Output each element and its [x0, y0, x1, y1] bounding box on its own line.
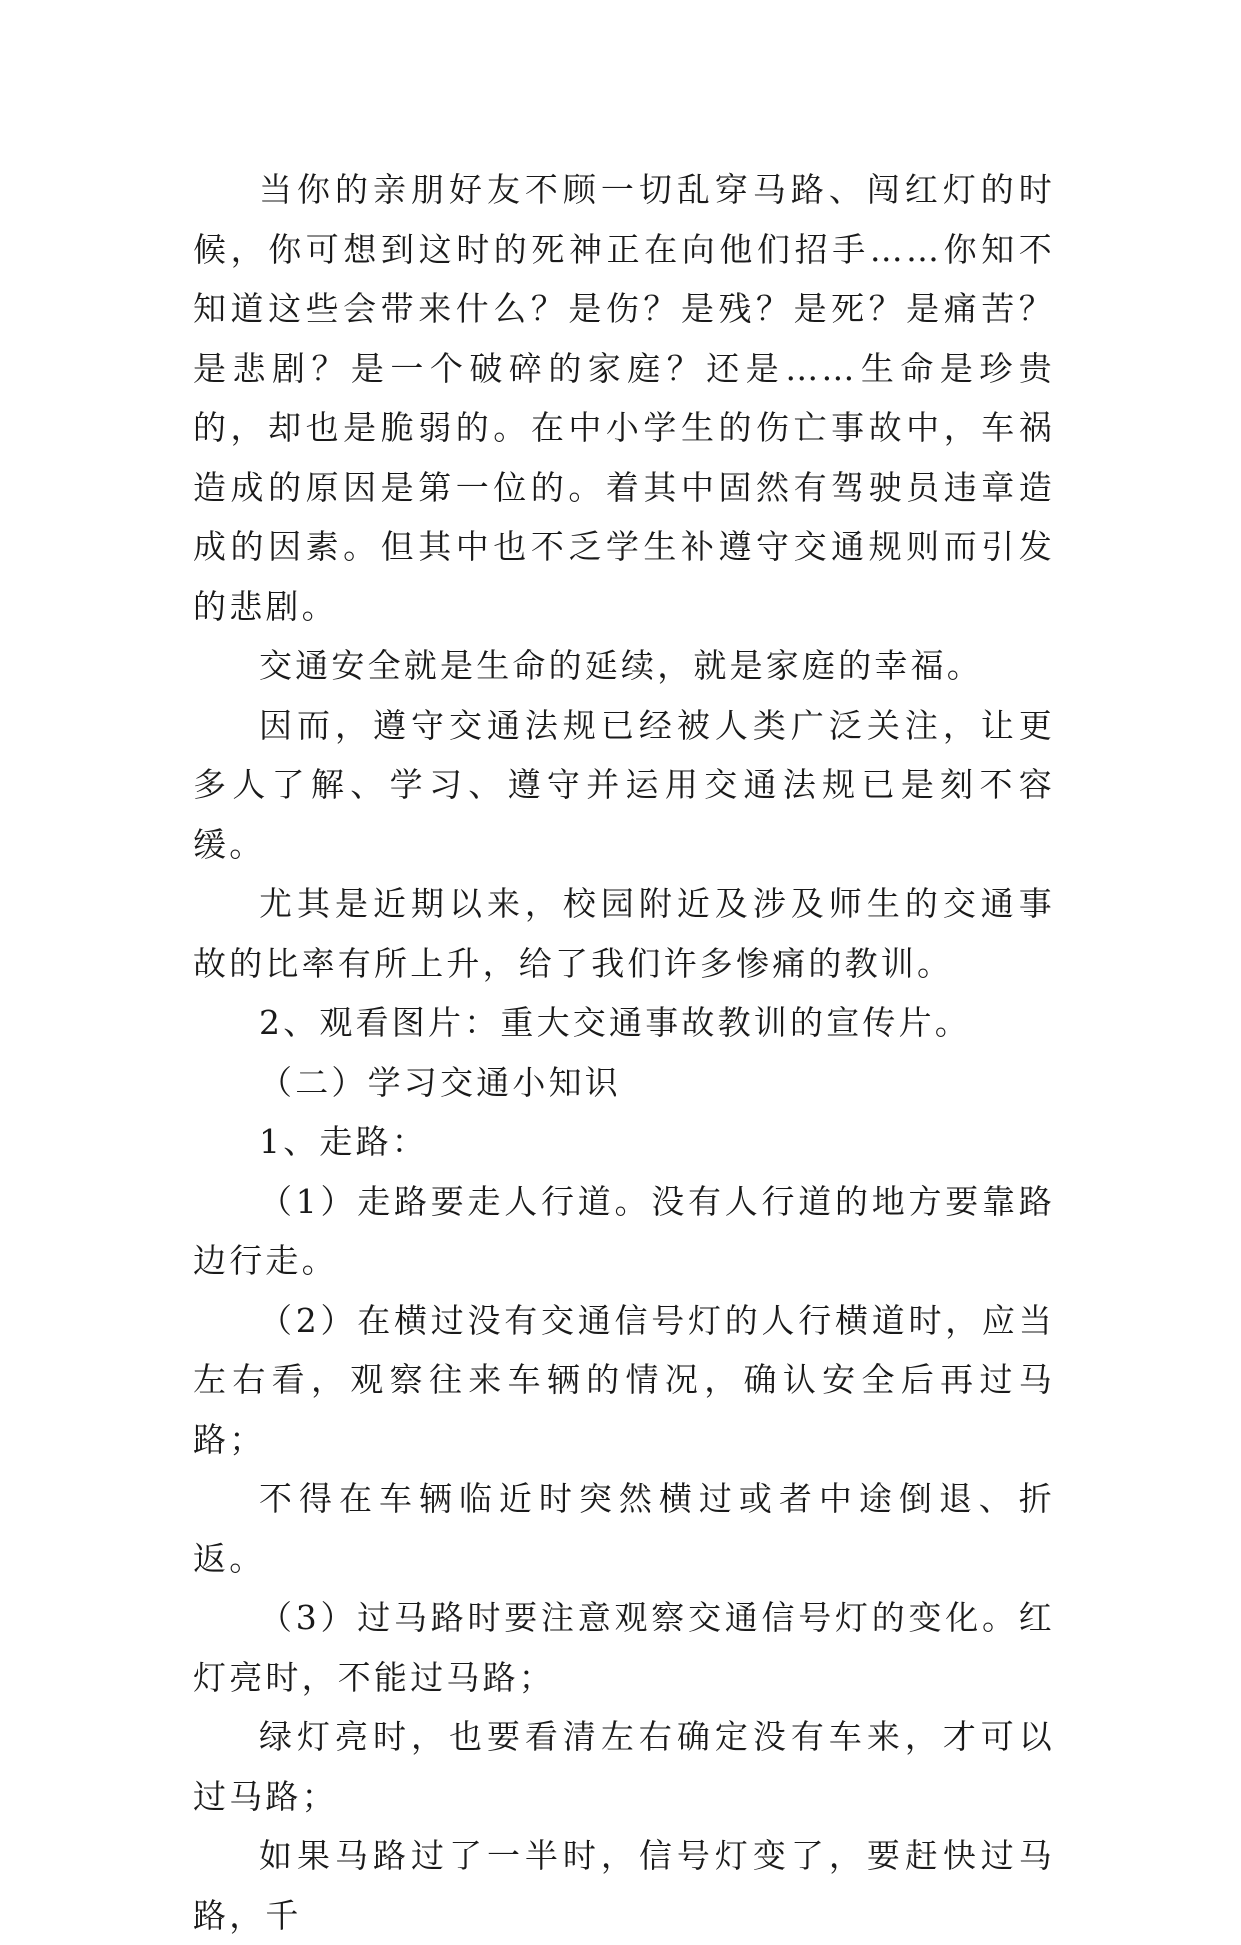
paragraph-rule-2-cont: 不得在车辆临近时突然横过或者中途倒退、折返。 — [193, 1479, 1055, 1578]
paragraph-watch-pictures: 2、观看图片：重大交通事故教训的宣传片。 — [259, 1003, 971, 1042]
paragraph-rule-3-halfway: 如果马路过了一半时，信号灯变了，要赶快过马路，千 — [193, 1836, 1055, 1935]
paragraph-safety-life: 交通安全就是生命的延续，就是家庭的幸福。 — [259, 646, 983, 685]
paragraph-traffic-laws: 因而，遵守交通法规已经被人类广泛关注，让更多人了解、学习、遵守并运用交通法规已是刻不容缓。 — [193, 705, 1055, 864]
paragraph-rule-2: （2）在横过没有交通信号灯的人行横道时，应当左右看，观察往来车辆的情况，确认安全后再过马路； — [193, 1300, 1055, 1459]
subheading-walking: 1、走路： — [259, 1122, 428, 1161]
paragraph-rule-3: （3）过马路时要注意观察交通信号灯的变化。红灯亮时，不能过马路； — [193, 1598, 1055, 1697]
paragraph-rule-1: （1）走路要走人行道。没有人行道的地方要靠路边行走。 — [193, 1181, 1055, 1280]
paragraph-campus-accidents: 尤其是近期以来，校园附近及涉及师生的交通事故的比率有所上升，给了我们许多惨痛的教训。 — [193, 884, 1055, 983]
body-text — [193, 160, 1055, 1945]
paragraph-rule-3-green: 绿灯亮时，也要看清左右确定没有车来，才可以过马路； — [193, 1717, 1055, 1816]
section-heading-traffic-knowledge: （二）学习交通小知识 — [259, 1062, 621, 1102]
paragraph-intro: 当你的亲朋好友不顾一切乱穿马路、闯红灯的时候，你可想到这时的死神正在向他们招手……你知不知道这些会带来什么？是伤？是残？是死？是痛苦？是悲剧？是一个破碎的家庭？还是……生命是珍贵的，却也是脆弱的。在中小学生的伤亡事故中，车祸造成的原因是第一位的。着其中固然有驾驶员违章造成的因素。但其中也不乏学生补遵守交通规则而引发的悲剧。 — [193, 170, 1055, 626]
